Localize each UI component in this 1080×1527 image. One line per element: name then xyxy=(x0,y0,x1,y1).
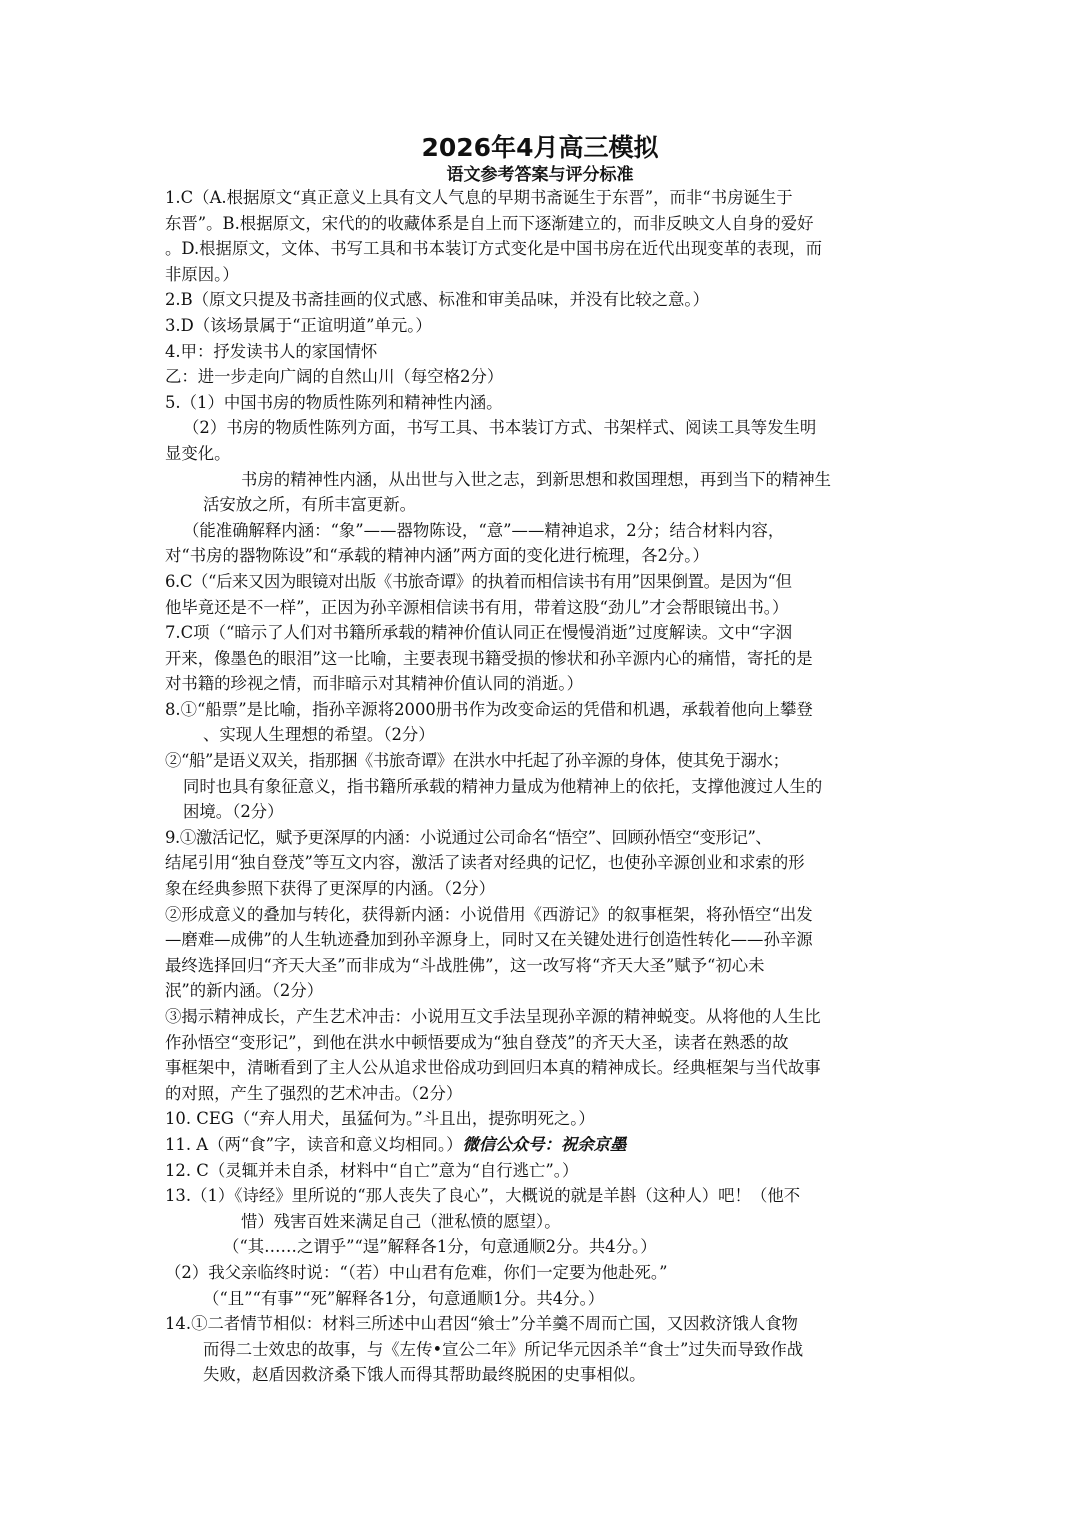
text-line xyxy=(165,1132,925,1158)
text-line: 活安放之所，有所丰富更新。 xyxy=(203,495,417,515)
text-line: 8.①“船票”是比喻，指孙辛源将2000册书作为改变命运的凭借和机遇，承载着他向上攀登 xyxy=(165,699,813,719)
text-line: —磨难—成佛”的人生轨迹叠加到孙辛源身上，同时又在关键处进行创造性转化——孙辛源 xyxy=(165,930,813,950)
text-line: ②“船”是语义双关，指那捆《书旅奇谭》在洪水中托起了孙辛源的身体，使其免于溺水； xyxy=(165,751,789,771)
text-line: 他毕竟还是不一样”，正因为孙辛源相信读书有用，带着这股“劲儿”才会帮眼镜出书。） xyxy=(165,597,789,617)
text-line: 同时也具有象征意义，指书籍所承载的精神力量成为他精神上的依托，支撑他渡过人生的 xyxy=(183,776,823,796)
text-line: 2.B（原文只提及书斋挂画的仪式感、标准和审美品味，并没有比较之意。） xyxy=(165,290,709,310)
text-line: 作孙悟空“变形记”，到他在洪水中顿悟要成为“独自登茂”的齐天大圣，读者在熟悉的故 xyxy=(165,1032,789,1052)
text-line: ③揭示精神成长，产生艺术冲击：小说用互文手法呈现孙辛源的精神蜕变。从将他的人生比 xyxy=(165,1007,821,1026)
text-line: 、实现人生理想的希望。（2分） xyxy=(203,725,435,745)
text-line: 14.①二者情节相似：材料三所述中山君因“飨士”分羊羹不周而亡国，又因救济饿人食物 xyxy=(165,1314,798,1334)
text-line: 。D.根据原文，文体、书写工具和书本装订方式变化是中国书房在近代出现变革的表现，而 xyxy=(165,239,822,259)
text-line: 1.C（A.根据原文“真正意义上具有文人气息的早期书斋诞生于东晋”，而非“书房诞生于 xyxy=(165,188,793,207)
text-line: 6.C（“后来又因为眼镜对出版《书旅奇谭》的执着而相信读书有用”因果倒置。是因为“但 xyxy=(165,571,792,591)
text-line: 4.甲：抒发读书人的家国情怀 xyxy=(165,341,378,361)
page-title: 2026年4月高三模拟 xyxy=(421,133,659,162)
text-line: 困境。（2分） xyxy=(183,802,284,822)
text-line: 5.（1）中国书房的物质性陈列和精神性内涵。 xyxy=(165,392,503,412)
answer-body xyxy=(165,185,925,1388)
text-line: 10. CEG（“弃人用犬，虽猛何为。”斗且出，提弥明死之。） xyxy=(165,1109,595,1129)
text-line: 非原因。） xyxy=(165,264,239,284)
text-line: 惜）残害百姓来满足自己（泄私愤的愿望）。 xyxy=(241,1211,561,1231)
text-line: 最终选择回归“齐天大圣”而非成为“斗战胜佛”，这一改写将“齐天大圣”赋予“初心未 xyxy=(165,955,765,975)
text-line: 12. C（灵辄并未自杀，材料中“自亡”意为“自行逃亡”。） xyxy=(165,1160,579,1180)
text-line: 失败，赵盾因救济桑下饿人而得其帮助最终脱困的史事相似。 xyxy=(203,1365,646,1385)
text-line: （“其……之谓乎”“逞”解释各1分，句意通顺2分。共4分。） xyxy=(223,1237,657,1257)
text-line: 泯”的新内涵。（2分） xyxy=(165,981,324,1001)
text-line: 3.D（该场景属于“正谊明道”单元。） xyxy=(165,315,432,335)
answer-11-text: 11. A（两“食”字，读音和意义均相同。） xyxy=(165,1134,463,1154)
page-subtitle: 语文参考答案与评分标准 xyxy=(446,165,634,185)
text-line: 的对照，产生了强烈的艺术冲击。（2分） xyxy=(165,1083,463,1103)
text-line: 7.C项（“暗示了人们对书籍所承载的精神价值认同正在慢慢消逝”过度解读。文中“字洇 xyxy=(165,623,792,643)
text-line: 对“书房的器物陈设”和“承载的精神内涵”两方面的变化进行梳理，各2分。） xyxy=(165,546,709,566)
text-line: （能准确解释内涵：“象”——器物陈设，“意”——精神追求，2分；结合材料内容， xyxy=(183,520,785,540)
text-line: 而得二士效忠的故事，与《左传•宣公二年》所记华元因杀羊“食士”过失而导致作战 xyxy=(203,1339,804,1359)
text-line: 事框架中，清晰看到了主人公从追求世俗成功到回归本真的精神成长。经典框架与当代故事 xyxy=(165,1058,821,1078)
text-line: 结尾引用“独自登茂”等互文内容，激活了读者对经典的记忆，也使孙辛源创业和求索的形 xyxy=(165,853,805,873)
text-line: （“且”“有事”“死”解释各1分，句意通顺1分。共4分。） xyxy=(203,1288,605,1308)
text-line: 对书籍的珍视之情，而非暗示对其精神价值认同的消逝。） xyxy=(165,674,583,694)
text-line: 东晋”。B.根据原文，宋代的的收藏体系是自上而下逐渐建立的，而非反映文人自身的爱好 xyxy=(165,213,814,233)
text-line: 象在经典参照下获得了更深厚的内涵。（2分） xyxy=(165,879,496,899)
text-line: ②形成意义的叠加与转化，获得新内涵：小说借用《西游记》的叙事框架，将孙悟空“出发 xyxy=(165,904,813,924)
watermark-note: 微信公众号：祝余京墨 xyxy=(462,1134,627,1154)
text-line: 书房的精神性内涵，从出世与入世之志，到新思想和救国理想，再到当下的精神生 xyxy=(241,469,832,489)
text-line: （2）我父亲临终时说：“（若）中山君有危难，你们一定要为他赴死。” xyxy=(165,1262,668,1282)
text-line: 显变化。 xyxy=(165,443,231,463)
text-line: 9.①激活记忆，赋予更深厚的内涵：小说通过公司命名“悟空”、回顾孙悟空“变形记”、 xyxy=(165,827,772,847)
text-line: 乙：进一步走向广阔的自然山川（每空格2分） xyxy=(165,367,504,387)
text-line: 开来，像墨色的眼泪”这一比喻，主要表现书籍受损的惨状和孙辛源内心的痛惜，寄托的是 xyxy=(165,648,813,668)
text-line: （2）书房的物质性陈列方面，书写工具、书本装订方式、书架样式、阅读工具等发生明 xyxy=(183,418,817,438)
text-line: 13.（1）《诗经》里所说的“那人丧失了良心”，大概说的就是羊斟（这种人）吧！（他不 xyxy=(165,1186,801,1206)
